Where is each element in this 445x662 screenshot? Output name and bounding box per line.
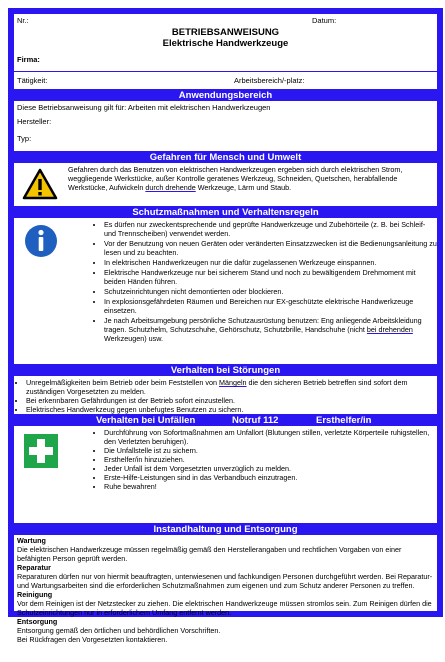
list-item: • Durchführung von Sofortmaßnahmen am Unfallort (Blutungen stillen, verletzte Körperteile ruhigstellen, den Verletzten beruhigen). (104, 428, 437, 446)
unfaelle-list (14, 428, 437, 491)
firma-field: Firma: (17, 55, 40, 64)
list-item: • In elektrischen Handwerkzeugen nur die dafür zugelassenen Werkzeuge einspannen. (104, 258, 437, 267)
typ-field: Typ: (17, 134, 32, 143)
anwendung-section (14, 101, 437, 152)
instandhaltung-section (14, 535, 437, 662)
notruf-label: Notruf 112 (232, 415, 279, 426)
list-item: • Je nach Arbeitsumgebung persönliche Schutzausrüstung benutzen: Eng anliegende Arbeitskleidung tragen. Schutzhelm, Schutzschuhe, Gehörschutz, Schutzbrille, Handschuhe (nicht bei drehenden Werkzeugen) usw. (104, 316, 437, 343)
gefahren-icon-cell (14, 163, 66, 206)
list-item: • Es dürfen nur zweckentsprechende und geprüfte Handwerkzeuge und Zubehörteile (z. B. bei Schleif- und Trennscheiben) verwendet werden. (104, 220, 437, 238)
anwendung-header: Anwendungsbereich (14, 90, 437, 101)
unfaelle-section (14, 426, 437, 524)
list-item: • Elektrisches Handwerkzeug gegen unbefugtes Benutzen zu sichern. (26, 405, 437, 414)
list-item: • Ersthelfer/in hinzuziehen. (104, 455, 437, 464)
entsorgung-text: Entsorgung gemäß den örtlichen und behördlichen Vorschriften. (17, 626, 221, 635)
schutz-header: Schutzmaßnahmen und Verhaltensregeln (14, 207, 437, 218)
entsorgung-heading: Entsorgung (17, 617, 58, 626)
list-item: • Schutzeinrichtungen nicht demontierten oder blockieren. (104, 287, 437, 296)
ersthelfer-label: Ersthelfer/in (316, 415, 372, 426)
list-item: • Bei erkennbaren Gefährdungen ist der Betrieb sofort einzustellen. (26, 396, 437, 405)
arbeitsbereich-field: Arbeitsbereich/-platz: (234, 76, 305, 85)
schutz-list-wrap (14, 218, 437, 364)
entsorgung-contact: Bei Rückfragen den Vorgesetzten kontaktieren. (17, 635, 168, 644)
header (14, 14, 437, 72)
reinigung-text: Vor dem Reinigen ist der Netzstecker zu ziehen. Die elektrischen Handwerkzeuge müssen stromlos sein. Zum Reinigen dürfen die Schutzeinrichtungen nur in erforderlichem Umfang entfernt werden. (17, 599, 432, 617)
gefahren-header: Gefahren für Mensch und Umwelt (14, 152, 437, 163)
list-item: • Unregelmäßigkeiten beim Betrieb oder beim Feststellen von Mängeln die den sicheren Betrieb betreffen sind sofort dem zuständigen Vorgesetzten zu melden. (26, 378, 437, 396)
unfaelle-title: Verhalten bei Unfällen (96, 415, 196, 426)
first-aid-cross-icon (24, 434, 58, 468)
list-item: • Elektrische Handwerkzeuge nur bei sicherem Stand und noch zu bewältigendem Drehmoment mit beiden Händen führen. (104, 268, 437, 286)
taetigkeit-field: Tätigkeit: (17, 76, 48, 85)
schutz-list (14, 220, 437, 343)
stoerungen-list (14, 376, 437, 414)
list-item: • Ruhe bewahren! (104, 482, 437, 491)
list-item: • Vor der Benutzung von neuen Geräten oder veränderten Einsatzzwecken ist die Bedienungsanleitung zu lesen und zu beachten. (104, 239, 437, 257)
list-item: • In explosionsgefährdeten Räumen und Bereichen nur EX-geschützte elektrische Handwerkzeuge einsetzen. (104, 297, 437, 315)
wartung-heading: Wartung (17, 536, 46, 545)
reinigung-heading: Reinigung (17, 590, 53, 599)
taetigkeit-row (14, 72, 437, 90)
unfaelle-header (14, 415, 437, 426)
document-subtitle: Elektrische Handwerkzeuge (162, 38, 289, 49)
schutz-section (14, 218, 437, 365)
instandhaltung-header: Instandhaltung und Entsorgung (14, 524, 437, 535)
hersteller-field: Hersteller: (17, 117, 52, 126)
gefahren-text: Gefahren durch das Benutzen von elektrischen Handwerkzeugen ergeben sich durch elektrischen Strom, weggliegende Werkstücke, außer Kontrolle geratenes Werkzeug, Schneiden, Quetschen, herabfallende Werkstücke, Aufwickeln durch drehende Werkzeuge, Lärm und Staub. (68, 165, 403, 192)
list-item: • Erste-Hilfe-Leistungen sind in das Verbandbuch einzutragen. (104, 473, 437, 482)
nr-field: Nr.: (17, 16, 29, 25)
warning-triangle-icon (22, 168, 58, 200)
datum-field: Datum: (312, 16, 337, 25)
list-item: • Die Unfallstelle ist zu sichern. (104, 446, 437, 455)
stoerungen-header: Verhalten bei Störungen (14, 365, 437, 376)
stoerungen-section (14, 376, 437, 415)
reparatur-text: Reparaturen dürfen nur von hiermit beauftragten, unterwiesenen und fachkundigen Personen durchgeführt werden. Bei Reparatur- und Wartungsarbeiten sind die erforderlichen Schutzmaßnahmen zum eigenen und zum Schutz anderer Personen zu treffen. (17, 572, 433, 590)
gefahren-section (14, 163, 437, 207)
anwendung-text: Diese Betriebsanweisung gilt für: Arbeiten mit elektrischen Handwerkzeugen (17, 103, 271, 112)
list-item: • Jeder Unfall ist dem Vorgesetzten unverzüglich zu melden. (104, 464, 437, 473)
reparatur-heading: Reparatur (17, 563, 51, 572)
document-frame (8, 8, 443, 644)
unfaelle-list-wrap (14, 426, 437, 523)
schutz-icon-cell (14, 218, 66, 364)
wartung-text: Die elektrischen Handwerkzeuge müssen regelmäßig gemäß den Herstellerangaben und rechtlichen Vorgaben von einer befähigten Person geprüft werden. (17, 545, 402, 563)
document-title: BETRIEBSANWEISUNG (171, 27, 280, 38)
unfaelle-icon-cell (14, 426, 66, 523)
mandatory-sign-icon (24, 224, 58, 258)
